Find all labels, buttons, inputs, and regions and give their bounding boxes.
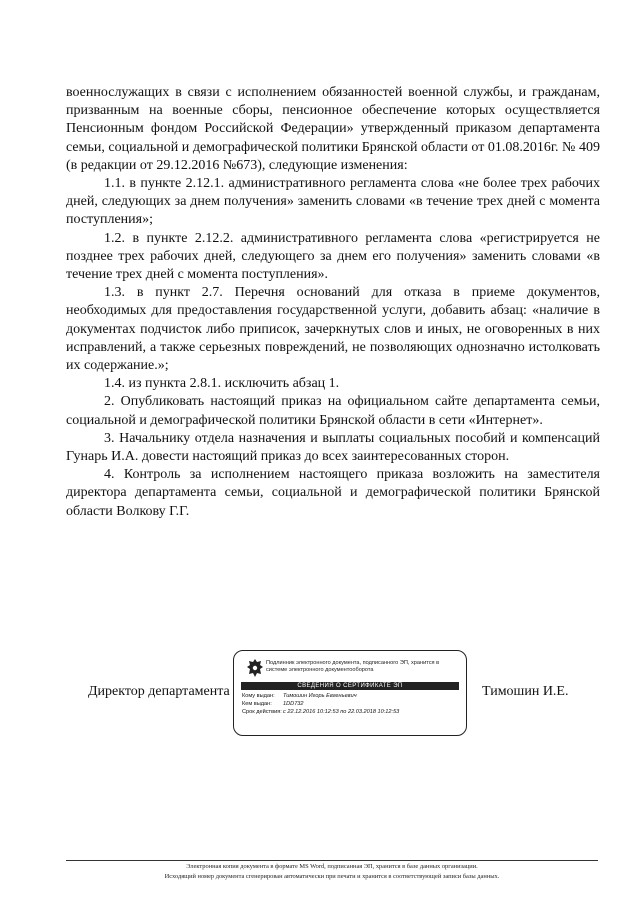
stamp-value: 1DD732 [283, 701, 304, 707]
stamp-value: с 22.12.2016 10:12:53 по 22.03.2018 10:12:53 [283, 709, 400, 715]
paragraph-intro: военнослужащих в связи с исполнением обязанностей военной службы, и гражданам, призванным на военные сборы, пенсионное обеспечение которых осуществляется Пенсионным фондом Российской Федерации» утвержденный приказом департамента семьи, социальной и демографической политики Брянской области от 01.08.2016г. № 409 (в редакции от 29.12.2016 №673), следующие изменения: [66, 85, 600, 173]
paragraph-1-2: 1.2. в пункте 2.12.2. административного регламента слова «регистрируется не позднее трех рабочих дней, следующего за днем его получения» заменить словами «в течение трех дней с момента поступления». [66, 230, 600, 283]
paragraph-1-1: 1.1. в пункте 2.12.1. административного регламента слова «не более трех рабочих дней, следующих за днем получения» заменить словами «в течение трех дней с момента поступления»; [66, 176, 600, 228]
stamp-row-validity [242, 708, 460, 716]
paragraph-2: 2. Опубликовать настоящий приказ на официальном сайте департамента семьи, социальной и демографической политики Брянской области в сети «Интернет». [66, 394, 600, 428]
signature-position: Директор департамента [88, 684, 230, 699]
stamp-row-issued-by [242, 700, 460, 708]
paragraph-3: 3. Начальнику отдела назначения и выплаты социальных пособий и компенсаций Гунарь И.А. довести настоящий приказ до всех заинтересованных сторон. [66, 430, 600, 465]
stamp-details [242, 692, 460, 716]
document-body [66, 84, 600, 521]
stamp-row-issued-to [242, 692, 460, 700]
footer-divider [66, 860, 598, 861]
paragraph-1-3: 1.3. в пункт 2.7. Перечня оснований для отказа в приеме документов, необходимых для предоставления государственной услуги, добавить абзац: «наличие в документах подчисток либо приписок, зачеркнутых слов и иных, не оговоренных в них исправлений, а также серьезных повреждений, не позволяющих однозначно истолковать их содержание.»; [66, 285, 600, 374]
paragraph-1-4: 1.4. из пункта 2.8.1. исключить абзац 1. [104, 376, 340, 392]
stamp-label: Кем выдан: [242, 701, 272, 707]
stamp-label: Срок действия: [242, 709, 282, 715]
stamp-title-bar: СВЕДЕНИЯ О СЕРТИФИКАТЕ ЭП [241, 682, 459, 690]
footer-line-2: Исходящий номер документа сгенерирован автоматически при печати и хранится в соответствующей записи базы данных. [164, 873, 500, 880]
stamp-header: Подлинник электронного документа, подписанного ЭП, хранится в системе электронного документооборота [266, 660, 440, 673]
coat-of-arms-icon [246, 658, 264, 678]
paragraph-4: 4. Контроль за исполнением настоящего приказа возложить на заместителя директора департамента семьи, социальной и демографической политики Брянской области Волкову Г.Г. [66, 467, 600, 519]
signature-name: Тимошин И.Е. [482, 684, 569, 699]
footer-note [66, 862, 598, 882]
electronic-signature-stamp [233, 650, 467, 736]
footer-line-1: Электронная копия документа в формате MS Word, подписанная ЭП, хранится в базе данных организации. [186, 863, 478, 870]
stamp-label: Кому выдан: [242, 693, 275, 699]
stamp-value: Тимошин Игорь Евгеньевич [283, 693, 357, 699]
